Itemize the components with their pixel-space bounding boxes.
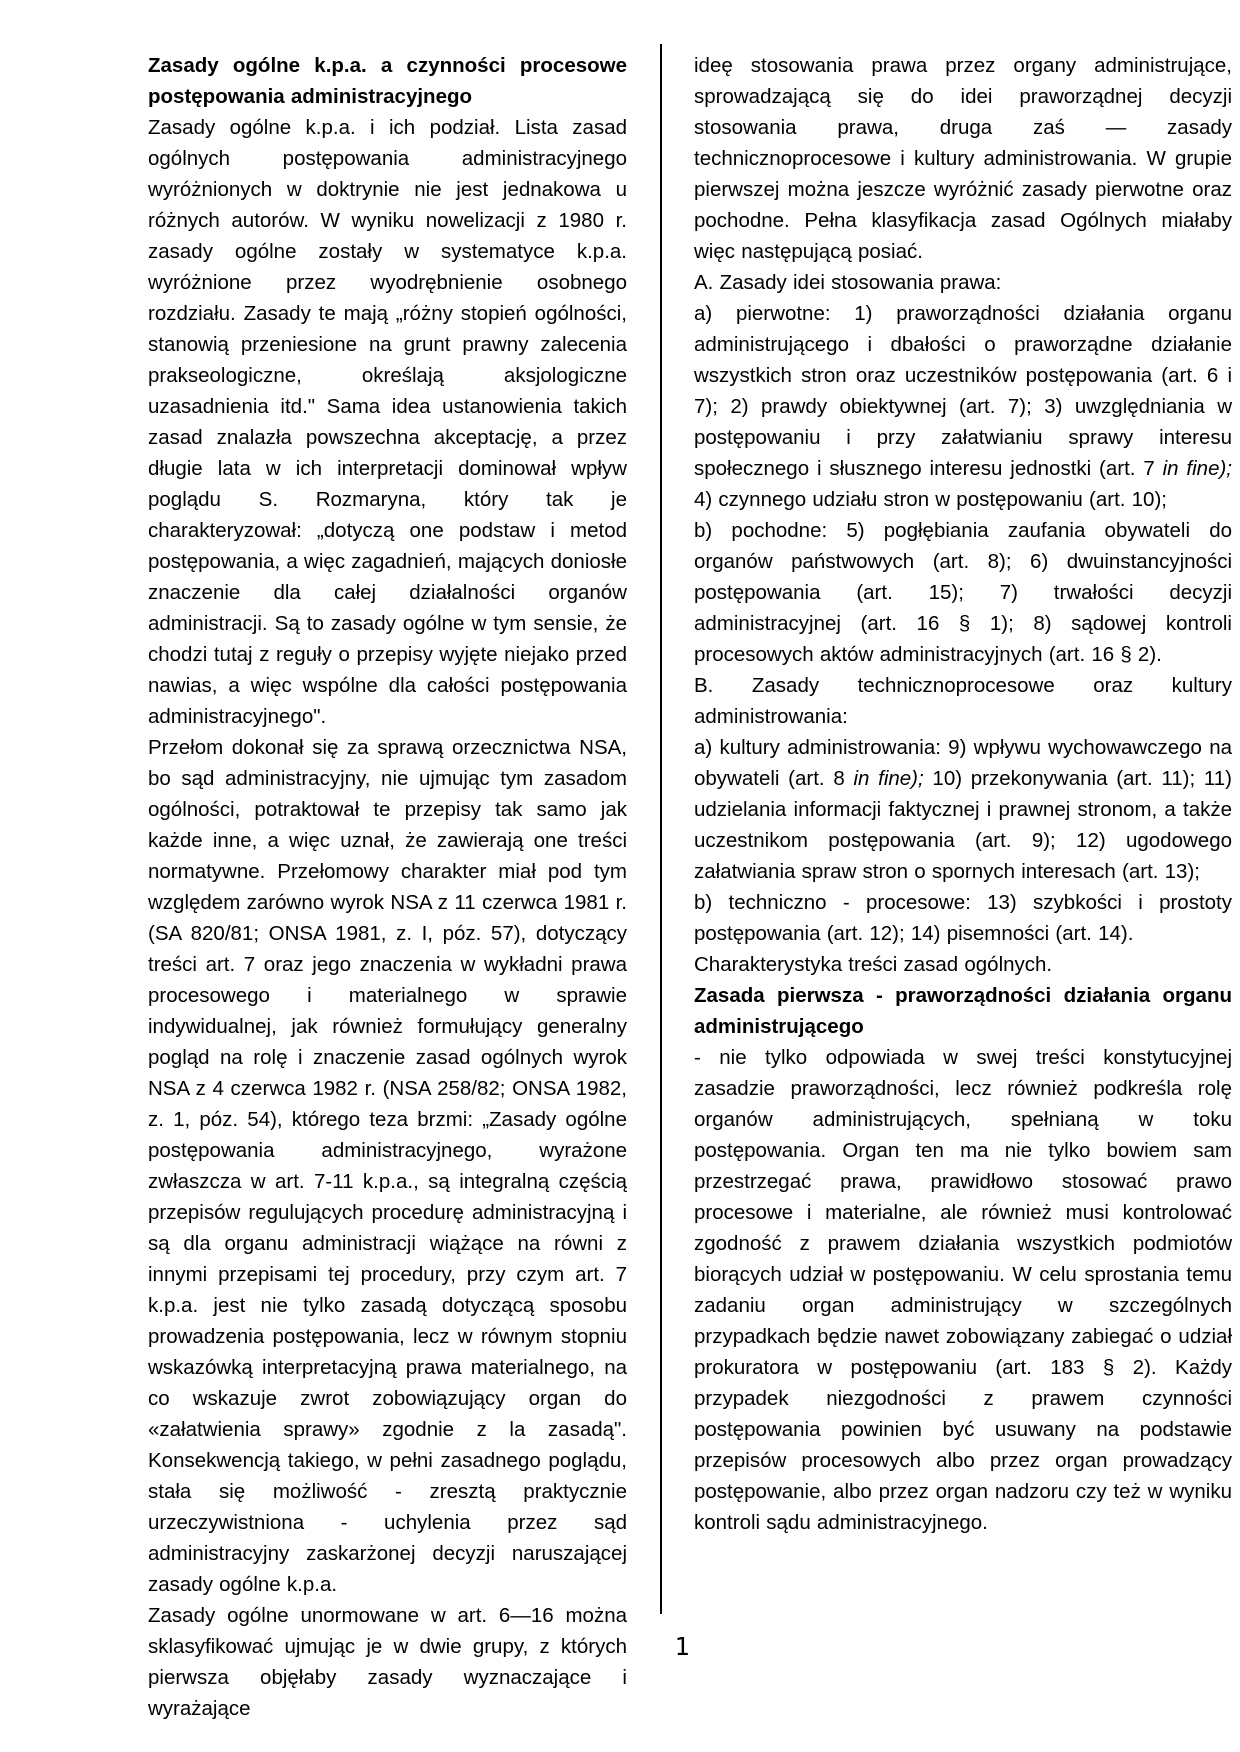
- paragraph: [148, 112, 627, 732]
- text-segment: Zasady ogólne unormowane w art. 6—16 można sklasyfikować ujmując je w dwie grupy, z których pierwsza objęłaby zasady wyznaczające i wyrażające: [148, 1604, 627, 1720]
- paragraph: [694, 298, 1232, 515]
- text-segment: - nie tylko odpowiada w swej treści konstytucyjnej zasadzie praworządności, lecz również podkreśla rolę organów administrujących, spełnianą w toku postępowania. Organ ten ma nie tylko bowiem sam przestrzegać prawa, prawidłowo stosować prawo procesowe i materialne, ale również musi kontrolować zgodność z prawem działania wszystkich podmiotów biorących udział w postępowaniu. W celu sprostania temu zadaniu organ administrujący w szczególnych przypadkach będzie nawet zobowiązany zabiegać o udział prokuratora w postępowaniu (art. 183 § 2). Każdy przypadek niezgodności z prawem czynności postępowania powinien być usuwany na podstawie przepisów procesowych albo przez organ prowadzący postępowanie, albo przez organ nadzoru czy też w wyniku kontroli sądu administracyjnego.: [694, 1046, 1232, 1534]
- column-divider-line: [660, 44, 662, 1614]
- text-segment: a) kultury administrowania: 9) wpływu wychowawczego na obywateli (art. 8: [694, 736, 1232, 790]
- right-column: [694, 50, 1232, 1538]
- paragraph: [694, 1042, 1232, 1538]
- paragraph: [694, 50, 1232, 267]
- paragraph: [694, 515, 1232, 670]
- text-segment: in fine);: [1162, 457, 1232, 480]
- paragraph: [694, 670, 1232, 732]
- text-segment: b) techniczno - procesowe: 13) szybkości i prostoty postępowania (art. 12); 14) pisemności (art. 14).: [694, 891, 1232, 945]
- text-segment: Charakterystyka treści zasad ogólnych.: [694, 953, 1053, 976]
- section-heading: [694, 980, 1232, 1042]
- paragraph: [148, 732, 627, 1600]
- text-segment: 10) przekonywania (art. 11); 11) udzielania informacji faktycznej i prawnej stronom, a także uczestnikom postępowania (art. 9); 12) ugodowego załatwiania spraw stron o spornych interesach (art. 13);: [694, 767, 1232, 883]
- text-segment: Zasady ogólne k.p.a. a czynności procesowe postępowania administracyjnego: [148, 54, 627, 108]
- paragraph: [694, 267, 1232, 298]
- paragraph: [694, 732, 1232, 887]
- paragraph: [694, 887, 1232, 949]
- text-segment: Zasady ogólne k.p.a. i ich podział. Lista zasad ogólnych postępowania administracyjnego wyróżnionych w doktrynie nie jest jednakowa u różnych autorów. W wyniku nowelizacji z 1980 r. zasady ogólne zostały w systematyce k.p.a. wyróżnione przez wyodrębnienie osobnego rozdziału. Zasady te mają „różny stopień ogólności, stanowią przeniesione na grunt prawny zalecenia prakseologiczne, określają aksjologiczne uzasadnienia itd." Sama idea ustanowienia takich zasad znalazła powszechna akceptację, a przez długie lata w ich interpretacji dominował wpływ poglądu S. Rozmaryna, który tak je charakteryzował: „dotyczą one podstaw i metod postępowania, a więc zagadnień, mających doniosłe znaczenie dla całej działalności organów administracji. Są to zasady ogólne w tym sensie, że chodzi tutaj z reguły o przepisy wyjęte niejako przed nawias, a więc wspólne dla całości postępowania administracyjnego".: [148, 116, 627, 728]
- text-segment: b) pochodne: 5) pogłębiania zaufania obywateli do organów państwowych (art. 8); 6) dwuinstancyjności postępowania (art. 15); 7) trwałości decyzji administracyjnej (art. 16 § 1); 8) sądowej kontroli procesowych aktów administracyjnych (art. 16 § 2).: [694, 519, 1232, 666]
- text-segment: a) pierwotne: 1) praworządności działania organu administrującego i dbałości o praworządne działanie wszystkich stron oraz uczestników postępowania (art. 6 i 7); 2) prawdy obiektywnej (art. 7); 3) uwzględniania w postępowaniu i przy załatwianiu sprawy interesu społecznego i słusznego interesu jednostki (art. 7: [694, 302, 1232, 480]
- text-segment: A. Zasady idei stosowania prawa:: [694, 271, 1002, 294]
- section-heading: [148, 50, 627, 112]
- text-segment: ideę stosowania prawa przez organy administrujące, sprowadzającą się do idei praworządnej decyzji stosowania prawa, druga zaś — zasady technicznoprocesowe i kultury administrowania. W grupie pierwszej można jeszcze wyróżnić zasady pierwotne oraz pochodne. Pełna klasyfikacja zasad Ogólnych miałaby więc następującą posiać.: [694, 54, 1232, 263]
- paragraph: [148, 1600, 627, 1724]
- text-segment: in fine);: [853, 767, 924, 790]
- text-segment: 4) czynnego udziału stron w postępowaniu (art. 10);: [694, 488, 1167, 511]
- text-segment: B. Zasady technicznoprocesowe oraz kultury administrowania:: [694, 674, 1232, 728]
- page-number: 1: [674, 1632, 690, 1661]
- text-segment: Przełom dokonał się za sprawą orzecznictwa NSA, bo sąd administracyjny, nie ujmując tym zasadom ogólności, potraktował te przepisy tak samo jak każde inne, a więc uznał, że zawierają one treści normatywne. Przełomowy charakter miał pod tym względem zarówno wyrok NSA z 11 czerwca 1981 r. (SA 820/81; ONSA 1981, z. I, póz. 57), dotyczący treści art. 7 oraz jego znaczenia w wykładni prawa procesowego i materialnego w sprawie indywidualnej, jak również formułujący generalny pogląd na rolę i znaczenie zasad ogólnych wyrok NSA z 4 czerwca 1982 r. (NSA 258/82; ONSA 1982, z. 1, póz. 54), którego teza brzmi: „Zasady ogólne postępowania administracyjnego, wyrażone zwłaszcza w art. 7-11 k.p.a., są integralną częścią przepisów regulujących procedurę administracyjną i są dla organu administracji wiążące na równi z innymi przepisami tej procedury, przy czym art. 7 k.p.a. jest nie tylko zasadą dotyczącą sposobu prowadzenia postępowania, lecz w równym stopniu wskazówką interpretacyjną prawa materialnego, na co wskazuje zwrot zobowiązujący organ do «załatwienia sprawy» zgodnie z la zasadą". Konsekwencją takiego, w pełni zasadnego poglądu, stała się możliwość - zresztą praktycznie urzeczywistniona - uchylenia przez sąd administracyjny zaskarżonej decyzji naruszającej zasady ogólne k.p.a.: [148, 736, 627, 1596]
- text-segment: Zasada pierwsza - praworządności działania organu administrującego: [694, 984, 1232, 1038]
- left-column: [148, 50, 627, 1724]
- paragraph: [694, 949, 1232, 980]
